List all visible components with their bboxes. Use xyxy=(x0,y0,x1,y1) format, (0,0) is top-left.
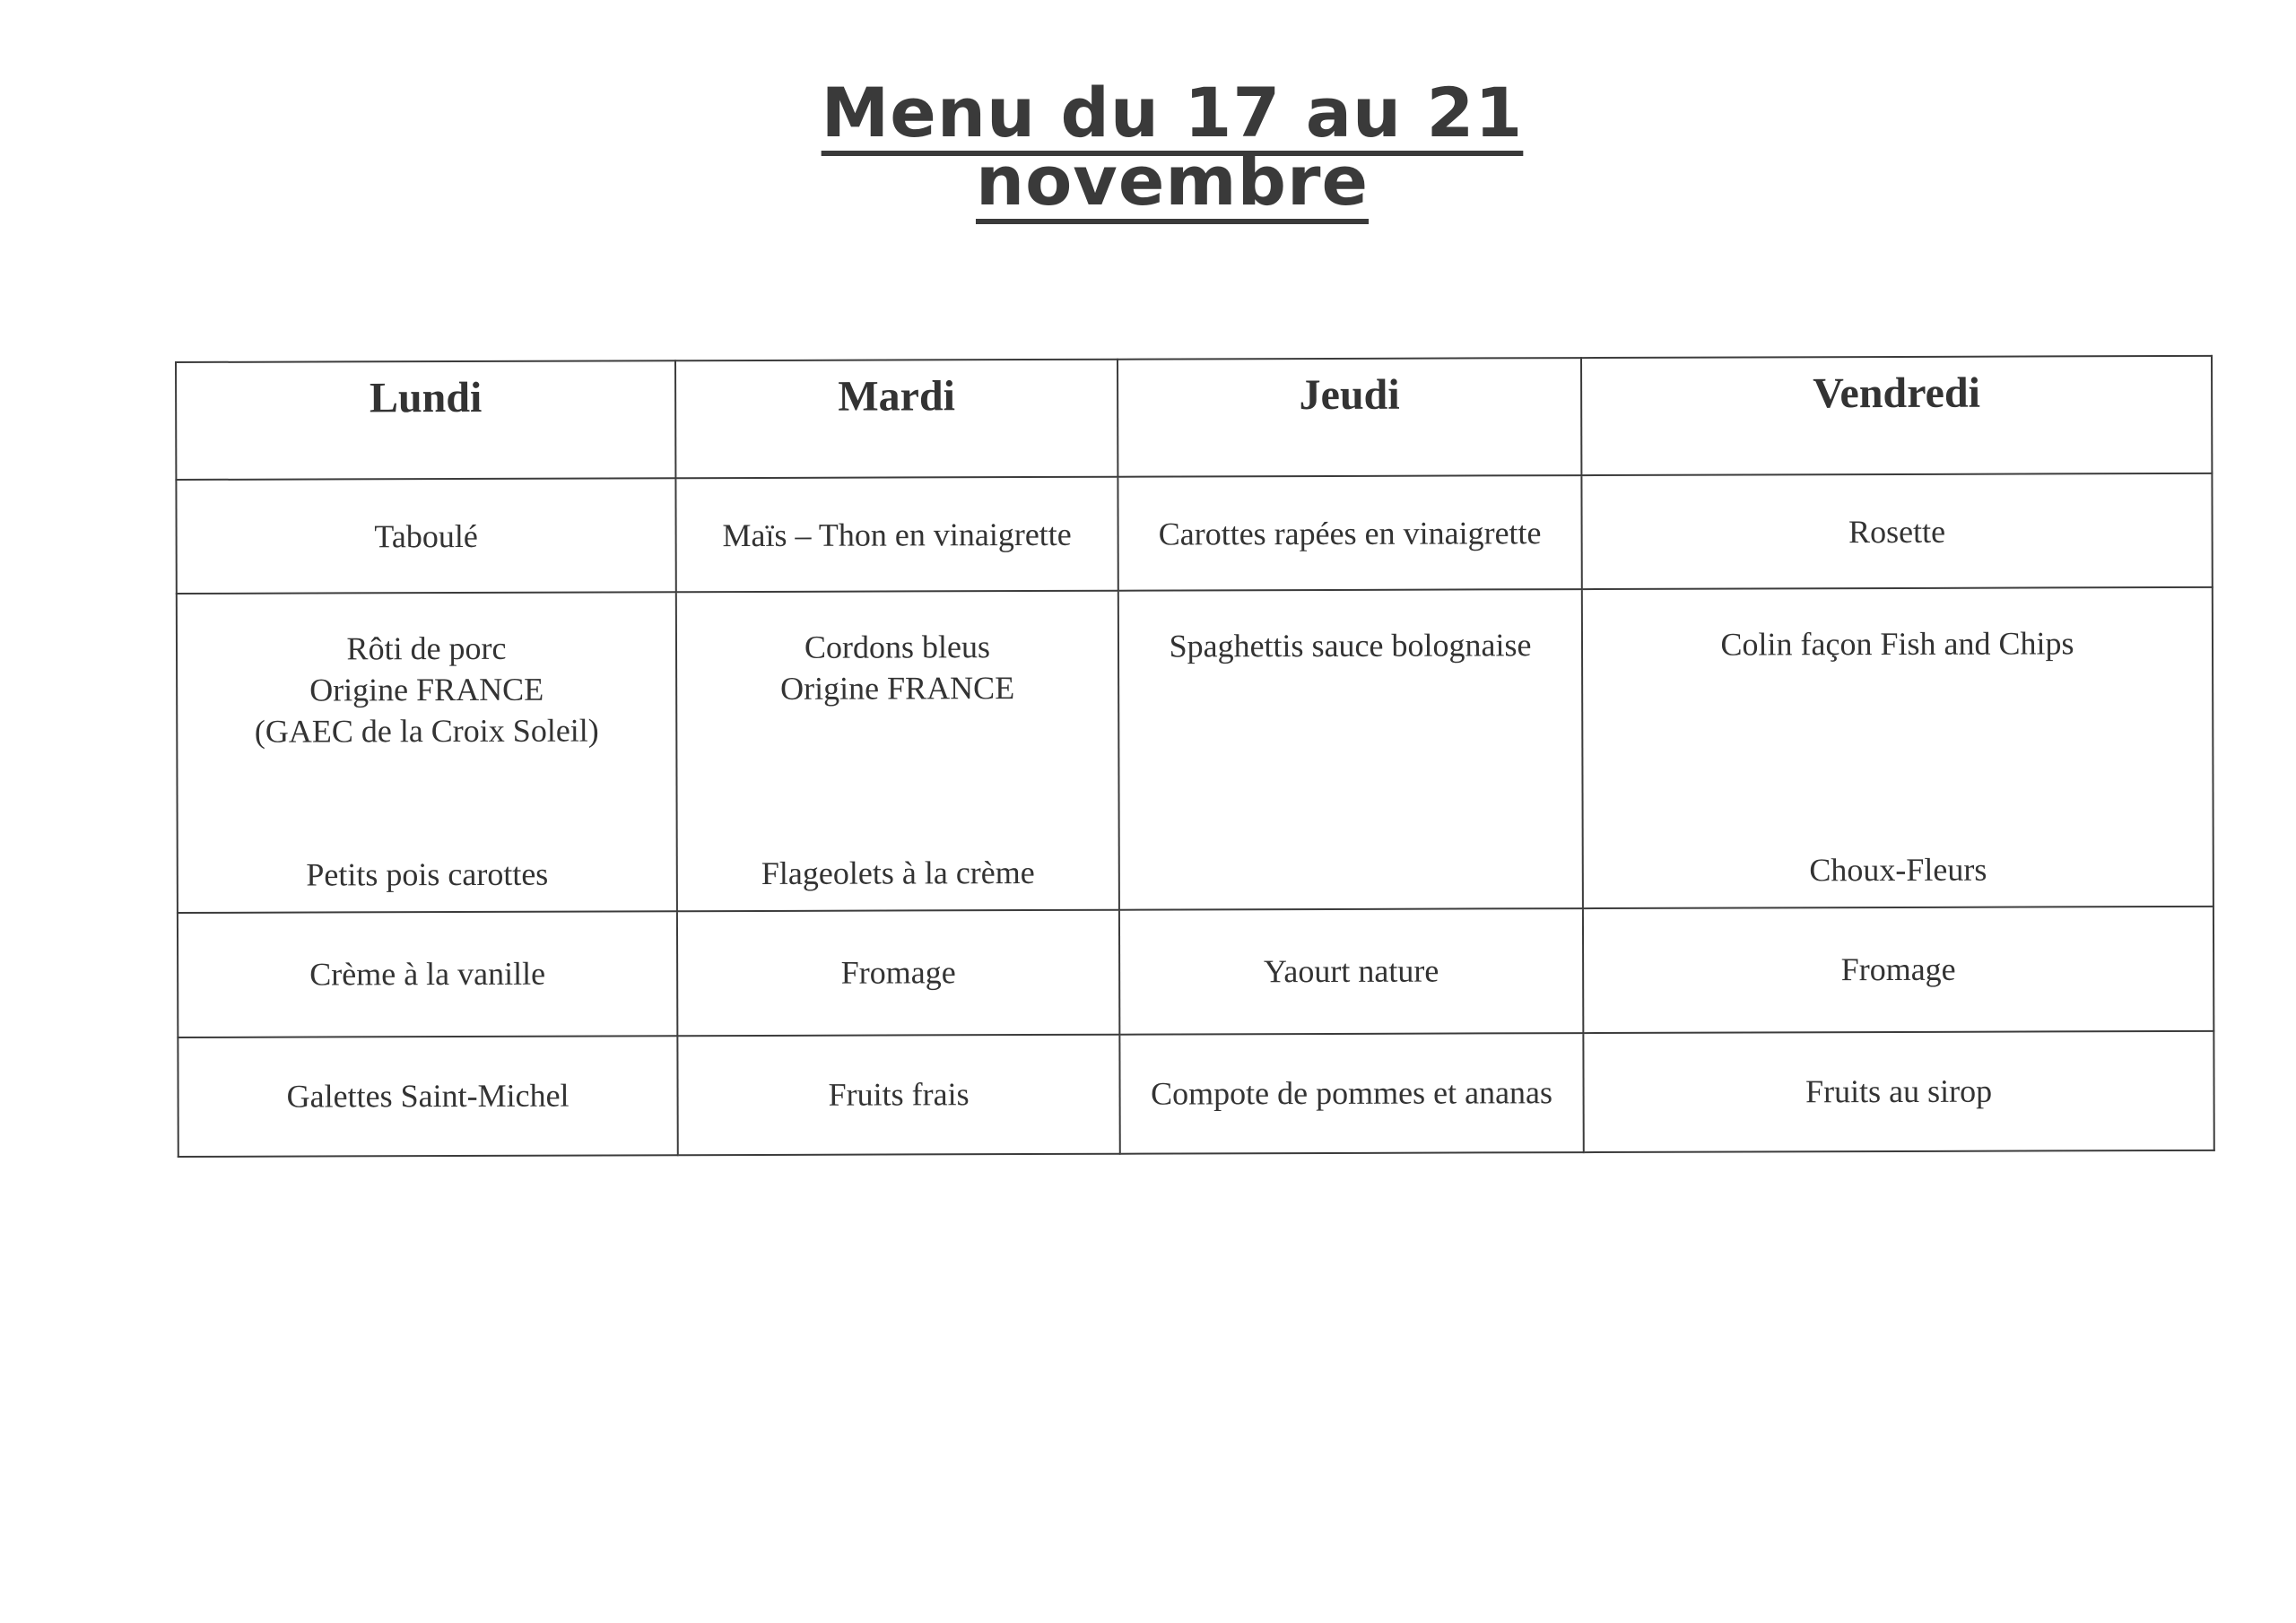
main-line: Origine FRANCE xyxy=(309,672,544,708)
menu-table xyxy=(175,355,2215,1158)
starter-lundi: Taboulé xyxy=(176,478,675,594)
table-row-starter xyxy=(176,473,2212,594)
table-row-main xyxy=(177,587,2213,912)
table-row-dessert xyxy=(178,1031,2213,1157)
starter-jeudi: Carottes rapées en vinaigrette xyxy=(1118,475,1581,591)
main-line: Cordons bleus xyxy=(804,629,991,666)
page-title: Menu du 17 au 21 novembre xyxy=(821,73,1524,221)
starter-vendredi: Rosette xyxy=(1581,473,2212,589)
main-line: (GAEC de la Croix Soleil) xyxy=(254,712,599,751)
starter-mardi: Maïs – Thon en vinaigrette xyxy=(675,477,1118,593)
main-cell-jeudi xyxy=(1118,589,1583,909)
side-dish-jeudi xyxy=(1120,891,1582,893)
dairy-vendredi: Fromage xyxy=(1583,906,2213,1032)
main-line: Rôti de porc xyxy=(346,630,507,667)
main-cell-lundi xyxy=(177,593,677,913)
main-line: Origine FRANCE xyxy=(780,670,1015,707)
dessert-jeudi: Compote de pommes et ananas xyxy=(1119,1033,1583,1154)
side-dish-lundi: Petits pois carottes xyxy=(306,855,549,893)
main-line: Colin façon Fish and Chips xyxy=(1720,625,2074,663)
dessert-lundi: Galettes Saint-Michel xyxy=(178,1036,677,1157)
main-line: Spaghettis sauce bolognaise xyxy=(1169,627,1532,664)
dairy-lundi: Crème à la vanille xyxy=(178,911,677,1037)
day-header-jeudi: Jeudi xyxy=(1118,358,1581,477)
table-header-row xyxy=(176,356,2212,480)
dessert-vendredi: Fruits au sirop xyxy=(1583,1031,2213,1152)
table-row-dairy xyxy=(178,906,2213,1037)
dessert-mardi: Fruits frais xyxy=(677,1034,1119,1155)
main-dish-vendredi xyxy=(1583,588,2212,665)
side-dish-mardi: Flageolets à la crème xyxy=(761,854,1035,891)
main-cell-mardi xyxy=(676,591,1119,911)
side-dish-vendredi: Choux-Fleurs xyxy=(1809,851,1987,888)
main-dish-mardi xyxy=(677,592,1118,710)
day-header-vendredi: Vendredi xyxy=(1581,356,2212,475)
day-header-lundi: Lundi xyxy=(176,360,675,480)
main-dish-jeudi xyxy=(1119,590,1581,667)
main-cell-vendredi xyxy=(1582,587,2213,907)
dairy-mardi: Fromage xyxy=(677,909,1119,1036)
main-dish-lundi xyxy=(178,594,676,753)
day-header-mardi: Mardi xyxy=(675,360,1118,479)
dairy-jeudi: Yaourt nature xyxy=(1119,908,1583,1035)
